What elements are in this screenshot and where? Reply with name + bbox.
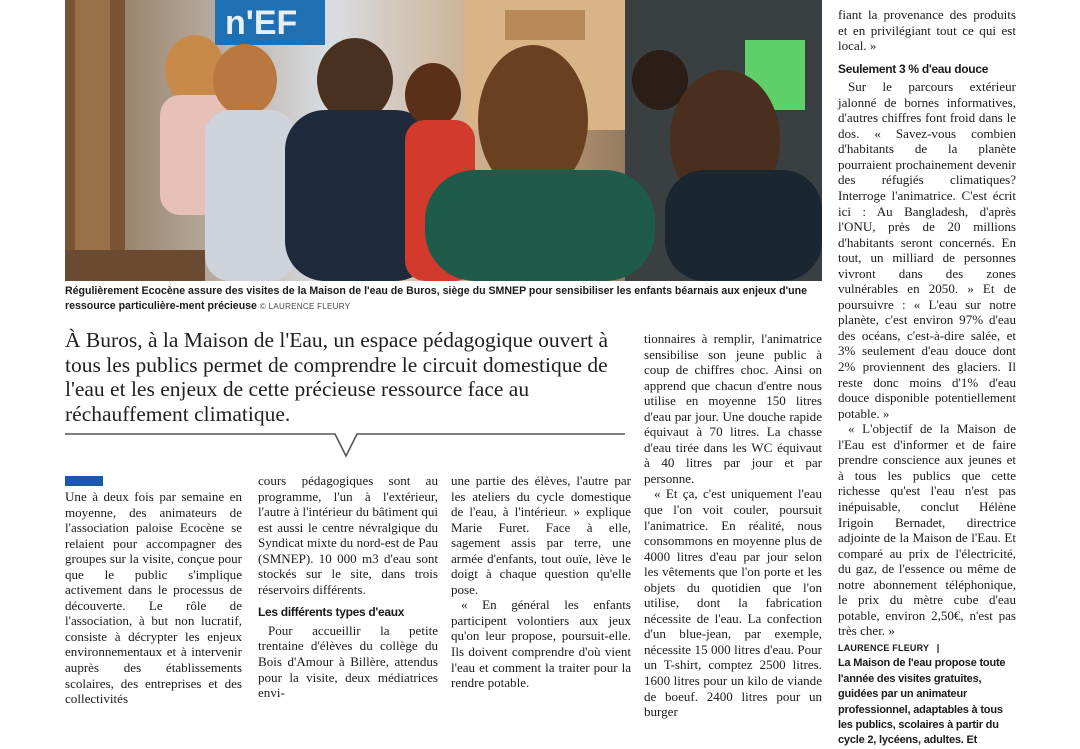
col2-subheading: Les différents types d'eaux (258, 605, 405, 620)
byline-bar (937, 644, 939, 653)
lead-divider (65, 432, 625, 460)
column-2 (258, 473, 438, 701)
photo-credit: © LAURENCE FLEURY (259, 302, 351, 311)
column-4 (644, 331, 822, 720)
col3-paragraph-1: une partie des élèves, l'autre par les ateliers du cycle domestique de l'eau, à l'intérieur. » explique Marie Furet. Face à elle, sagement assis par terre, une armée d'enfants, tout ouïe, lève le doigt à chaque question qu'elle pose. (451, 473, 631, 597)
author-byline (838, 641, 1016, 657)
col3-paragraph-2: « En général les enfants participent volontiers aux jeux qu'on leur propose, poursuit-elle. Ils doivent comprendre d'où vient l'eau et comment la traiter pour la rendre potable. (451, 597, 631, 691)
column-3 (451, 473, 631, 691)
col4-paragraph-1: tionnaires à remplir, l'animatrice sensibilise son jeune public à coup de chiffres choc. Ainsi on apprend que chacun d'entre nous utilise en moyenne 150 litres d'eau par jour. Une douche rapide équivaut à 70 litres. La chasse d'eau tirée dans les WC équivaut à 40 litres par jour et par personne. (644, 331, 822, 486)
article-lead: À Buros, à la Maison de l'Eau, un espace pédagogique ouvert à tous les publics permet de comprendre le circuit domestique de l'eau et les enjeux de cette précieuse ressource face au réchauffement climatique. (65, 328, 609, 426)
column-5 (838, 7, 1016, 749)
sign-text: n'EF (225, 4, 298, 42)
info-box: La Maison de l'eau propose toute l'année des visites gratuites, guidées par un animateur professionnel, adaptables à tous les publics, scolaires à partir du cycle 2, lycéens, adultes. Et (838, 657, 1006, 747)
col2-paragraph-1: cours pédagogiques sont au programme, l'un à l'extérieur, l'autre à l'intérieur du bâtiment qui est aussi le centre névralgique du Syndicat mixte du nord-est de Pau (SMNEP). 10 000 m3 d'eau sont stockés sur le site, dans trois réservoirs différents. (258, 473, 438, 597)
col1-paragraph: Une à deux fois par semaine en moyenne, des animateurs de l'association paloise Ecocène se relaient pour accompagner des groupes sur la visite, conçue pour que le public s'implique activement dans le processus de découverte. Le rôle de l'association, à but non lucratif, consiste à décrypter les enjeux environnementaux et à intervenir auprès des établissements scolaires, des entreprises et des collectivités (65, 489, 242, 707)
col4-paragraph-2: « Et ça, c'est uniquement l'eau que l'on voit couler, poursuit l'animatrice. En réalité, nous consommons en moyenne plus de 4000 litres d'eau par jour selon les vêtements que l'on porte et les objets du quotidien que l'on utilise, dont la fabrication nécessite de l'eau. La confection d'un blue-jean, par exemple, nécessite 15 000 litres d'eau. Pour un T-shirt, comptez 2500 litres. 1600 litres pour un kilo de viande de boeuf. 2400 litres pour un burger (644, 486, 822, 720)
caption-text: Régulièrement Ecocène assure des visites de la Maison de l'eau de Buros, siège du SMNEP pour sensibiliser les enfants béarnais aux enjeux d'une ressource particulière-ment précieuse (65, 285, 807, 312)
section-marker (65, 476, 103, 486)
author-name: LAURENCE FLEURY (838, 642, 930, 653)
col5-paragraph-0: fiant la provenance des produits et en privilégiant tout ce qui est local. » (838, 7, 1016, 54)
column-1 (65, 489, 242, 707)
col5-paragraph-2: « L'objectif de la Maison de l'Eau est d'informer et de faire prendre conscience aux jeunes et à tous les publics que cette richesse qu'est l'eau n'est pas inépuisable, conclut Hélène Irigoin Bernadet, directrice adjointe de la Maison de l'Eau. Et comparé au prix de l'électricité, du gaz, de l'essence ou même de notre abonnement téléphonique, le prix du mètre cube d'eau potable, environ 2,50€, n'est pas très cher. » (838, 421, 1016, 639)
photo-children-visit-icon (65, 0, 822, 281)
col5-paragraph-1: Sur le parcours extérieur jalonné de bornes informatives, d'autres chiffres font froid dans le dos. « Savez-vous combien d'habitants de la planète pourraient prochainement devenir des réfugiés climatiques? Interroge l'animatrice. C'est écrit ici : Au Bangladesh, d'après l'ONU, près de 20 millions d'habitants seront concernés. En tout, un milliard de personnes vivront dans des zones vulnérables en 2050. » Et de poursuivre : « L'eau sur notre planète, c'est environ 97% d'eau des océans, c'est-à-dire salée, et 3% seulement d'eau douce dont 2% proviennent des glaciers. Il reste donc moins d'1% d'eau douce disponible potentiellement potable. » (838, 79, 1016, 421)
article-photo (65, 0, 822, 281)
col2-paragraph-2: Pour accueillir la petite trentaine d'élèves du collège du Bois d'Amour à Billère, attendus pour la visite, deux médiatrices envi- (258, 622, 438, 701)
photo-caption (65, 284, 822, 314)
col5-subheading: Seulement 3 % d'eau douce (838, 61, 989, 76)
